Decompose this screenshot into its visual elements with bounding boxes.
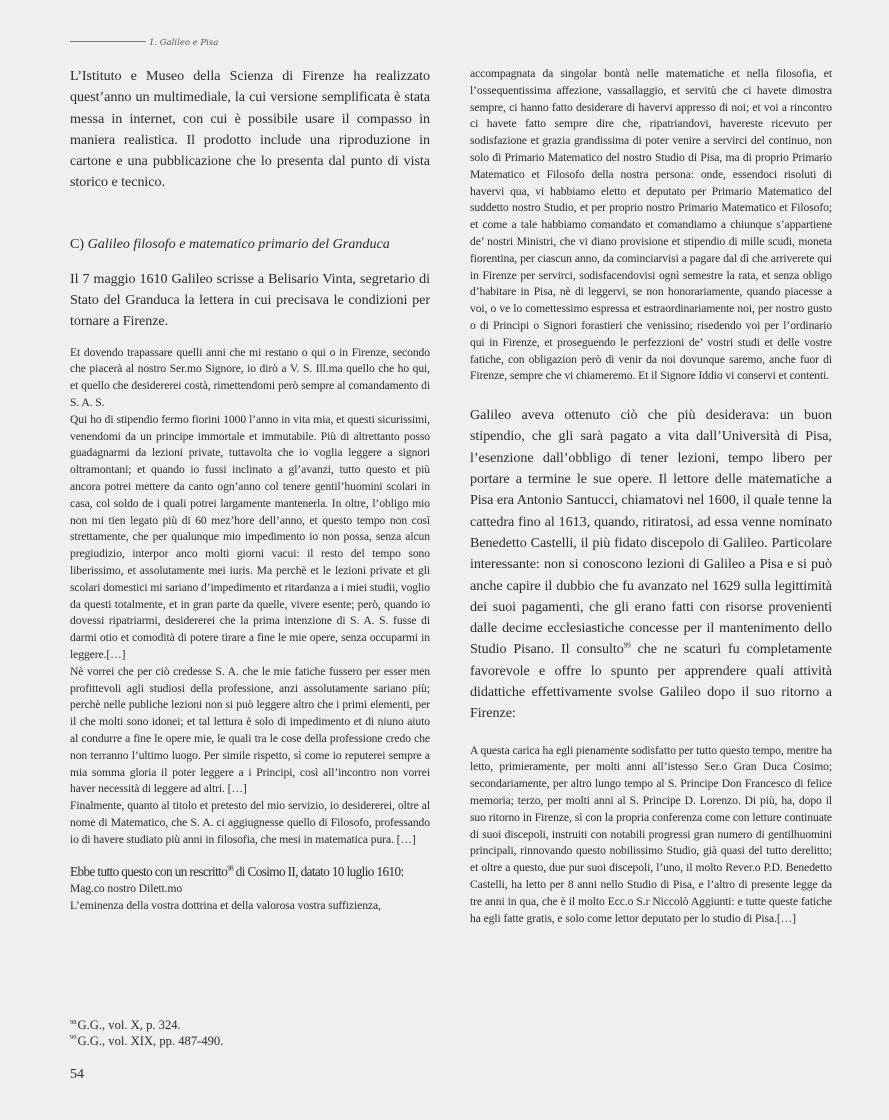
quote-paragraph: Finalmente, quanto al titolo et pretesto del mio servizio, io desidererei, oltre al nome di Matematico, che S. A. ci aggiugnesse quello di Filosofo, professando io di havere studiato più anni in filosofia, che mesi in matematica pura. […] — [70, 799, 430, 846]
quote-paragraph: accompagnata da singolar bontà nelle matematiche et nella filosofia, et l’ossequentissima affezione, vassallaggio, et servitù che ci havete dimostra sempre, ci hanno fatto desiderare di havervi appresso di noi; et voi a rincontro ci havete fatto sempre dire che, ripatriandovi, havereste ricevuto per sodisfazione et grazia grandissima di poter venire a servirci del continuo, non solo di Primario Matematico del nostro Studio di Pisa, ma di proprio Primario Matematico et Filosofo della nostra persona: onde, essendoci risoluti di havervi qua, vi habbiamo eletto et deputato per Primario Matematico del suddetto nostro Studio, et per proprio nostro Primario Matematico et Filosofo; et come a tale habbiamo comandato et comandiamo a chiunque s’appartiene de’ nostri Ministri, che vi diano provisione et stipendio di mille scudi, moneta fiorentina, per ciascun anno, da cominciarvisi a pagare dal dì che arriverete qui in Firenze per servirci, sodisfacendovisi ognì semestre la rata, et senza obligo d’habitare in Pisa, nè di leggervi, se non honorariamente, quando piacesse a voi, o ve lo comettessimo espressa et estraordinariamente noi, per nostro gusto o di Principi o Signori forastieri che venissino; risedendo voi per l’ordinario qui in Firenze, et proseguendo le perfezzioni de’ vostri studi et delle vostre fatiche, con obligazion però di venir da noi dovunque saremo, anche fuor di Firenze, sempre che vi chiameremo. Et il Signore Iddio vi conservi et contenti. — [470, 67, 832, 383]
rescritto-text: Ebbe tutto questo con un rescritto — [70, 863, 228, 879]
intro-paragraph: L’Istituto e Museo della Scienza di Firenze ha realizzato quest’anno un multimediale, la cui versione semplificata è stata messa in internet, con cui è possibile usare il compasso in maniera realistica. Il prodotto include una riproduzione in cartone e una pubblicazione che lo presenta dal punto di vista storico e tecnico. — [70, 68, 430, 191]
quote-paragraph: Qui ho di stipendio fermo fiorini 1000 l’anno in vita mia, et questi sicurissimi, venendomi da un principe immortale et immutabile. Più di altrettanto posso guadagnarmi da lezioni private, tuttavolta che io voglia leggere a signori oltramontani; et quando io fussi inclinato a gl’avanzi, tutto questo et più ancora potrei mettere da canto ogn’anno col tenere gentil’huomini scolari in casa, col soldo de i quali potrei largamente mantenerla. In oltre, l’obligo mio non mi tien legato più di 60 mez’hore dell’anno, et questo tempo non così strettamente, che per qualunque mio impedimento io non possa, senza alcun pregiudizio, interpor anco molti giorni vacui: il resto del tempo sono liberissimo, et assolutamente mei iuris. Ma perchè et le lezioni private et gli scolari domestici mi sariano d’impedimento et ritardanza a i miei studii, voglio da questi totalmente, et in gran parte da quelle, vivere esente; però, quando io dovessi ripatriarmi, desidererei che la prima intenzione di S. A. S. fusse di darmi otio et comodità di potere tirare a fine le mie opere, senza occuparmi in leggere.[…] — [70, 412, 430, 662]
section-heading — [70, 234, 430, 255]
body-text: Galileo aveva ottenuto ciò che più desiderava: un buon stipendio, che gli sarà pagato a vita dall’Università di Pisa, l’esenzione dall’obbligo di tener lezioni, tempo libero per portare a termine le sue opere. Il lettore delle matematiche a Pisa era Antonio Santucci, chiamatovi nel 1600, il quale tenne la cattedra fino al 1613, quando, ritiratosi, ad essa venne nominato Benedetto Castelli, il più fidato discepolo di Galileo. Particolare interessante: non si conoscono lezioni di Galileo a Pisa e si può anche capire il dubbio che fu avanzato nel 1629 sulla legittimità dei suoi pagamenti, che gli erano fatti con risorse provenienti dalle decime ecclesiastiche concesse per il mantenimento dello Studio Pisano. Il consulto — [470, 407, 832, 658]
rescritto-text: di Cosimo II, datato 10 luglio 1610: — [233, 863, 404, 879]
footnotes — [70, 1018, 223, 1049]
footnote-number: 99 — [70, 1034, 77, 1042]
rescritto-quote — [70, 881, 430, 915]
footnote-text: G.G., vol. XIX, pp. 487-490. — [77, 1033, 224, 1048]
salutation: Mag.co nostro Dilett.mo — [70, 882, 183, 896]
quote-paragraph: L’eminenza della vostra dottrina et della valorosa vostra suffizienza, — [70, 898, 381, 912]
running-title: 1. Galileo e Pisa — [149, 38, 219, 48]
right-column — [470, 66, 832, 927]
footnote-ref-98: 98 — [227, 864, 234, 873]
footnote — [70, 1034, 223, 1050]
quote-paragraph: A questa carica ha egli pienamente sodisfatto per tutto questo tempo, mentre ha letto, primieramente, per molti anni all’istesso Ser.o Gran Duca Cosimo; secondariamente, per altro lungo tempo al S. Principe Don Francesco di felice memoria; terzo, per molti anni al S. Principe D. Lorenzo. Di più, ha, dopo il suo ritorno in Firenze, sì con la propria conferenza come con letture continuate di suoi discepoli, instruiti con notabili progressi gran numero di gentilhuomini principali, rinnovando questo nobilissimo Studio, già quasi del tutto derelitto; et oltre a questo, due pur suoi discepoli, l’uno, il molto Rever.o P.D. Benedetto Castelli, ha letto per 8 anni nello Studio di Pisa, e l’altro di presente legge da tre anni in qua, che è il molto Ecc.o S.r Niccolò Aggiunti: e tutte queste fatiche ha egli fatte gratis, e solo come lettor deputato per lo studio di Pisa.[…] — [470, 743, 832, 925]
footnote-text: G.G., vol. X, p. 324. — [77, 1018, 181, 1032]
left-column — [70, 66, 430, 915]
footnote-ref-99: 99 — [623, 641, 631, 650]
rescritto-quote-continued — [470, 66, 832, 385]
body-paragraph: Il 7 maggio 1610 Galileo scrisse a Belisario Vinta, segretario di Stato del Granduca la lettera in cui precisava le condizioni per tornare a Firenze. — [70, 270, 430, 330]
quote-paragraph: Nè vorrei che per ciò credesse S. A. che le mie fatiche fussero per esser men profittevoli agli studiosi della professione, anzi assolutamente sariano più; perchè nelle publiche lezioni non si può leggere altro che i primi elementi, per il che molti sono idonei; et tal lettura è solo di impedimento et di niuno aiuto al condurre a fine le opere mie, le quali tra le cose della professione credo che non terranno l’ultimo luogo. Per simile rispetto, sì come io reputerei sempre a mia somma gloria il poter leggere a i Principi, così all’incontro non vorrei haver necessità di leggere ad altri. […] — [70, 664, 430, 796]
section-label: C) — [70, 235, 85, 252]
consulto-quote — [470, 743, 832, 928]
page-number: 54 — [70, 1067, 84, 1082]
header-rule — [70, 41, 146, 42]
rescritto-line — [70, 863, 430, 881]
quote-paragraph: Et dovendo trapassare quelli anni che mi restano o qui o in Firenze, secondo che piacerà al nostro Ser.mo Signore, io dirò a V. S. Ill.ma quello che ho qui, et quello che desidererei costà, rimettendomi però sempre al comandamento di S. A. S. — [70, 345, 430, 410]
footnote-number: 98 — [70, 1018, 77, 1026]
body-paragraph — [470, 405, 832, 724]
running-header — [70, 38, 218, 48]
body-text: che ne scaturì fu completamente favorevole e offre lo spunto per apprendere quali attività didattiche effettivamente svolse Galileo dopo il suo ritorno a Firenze: — [470, 641, 832, 722]
letter-quote — [70, 345, 430, 849]
footnote — [70, 1018, 223, 1034]
section-title: Galileo filosofo e matematico primario del Granduca — [87, 235, 390, 252]
